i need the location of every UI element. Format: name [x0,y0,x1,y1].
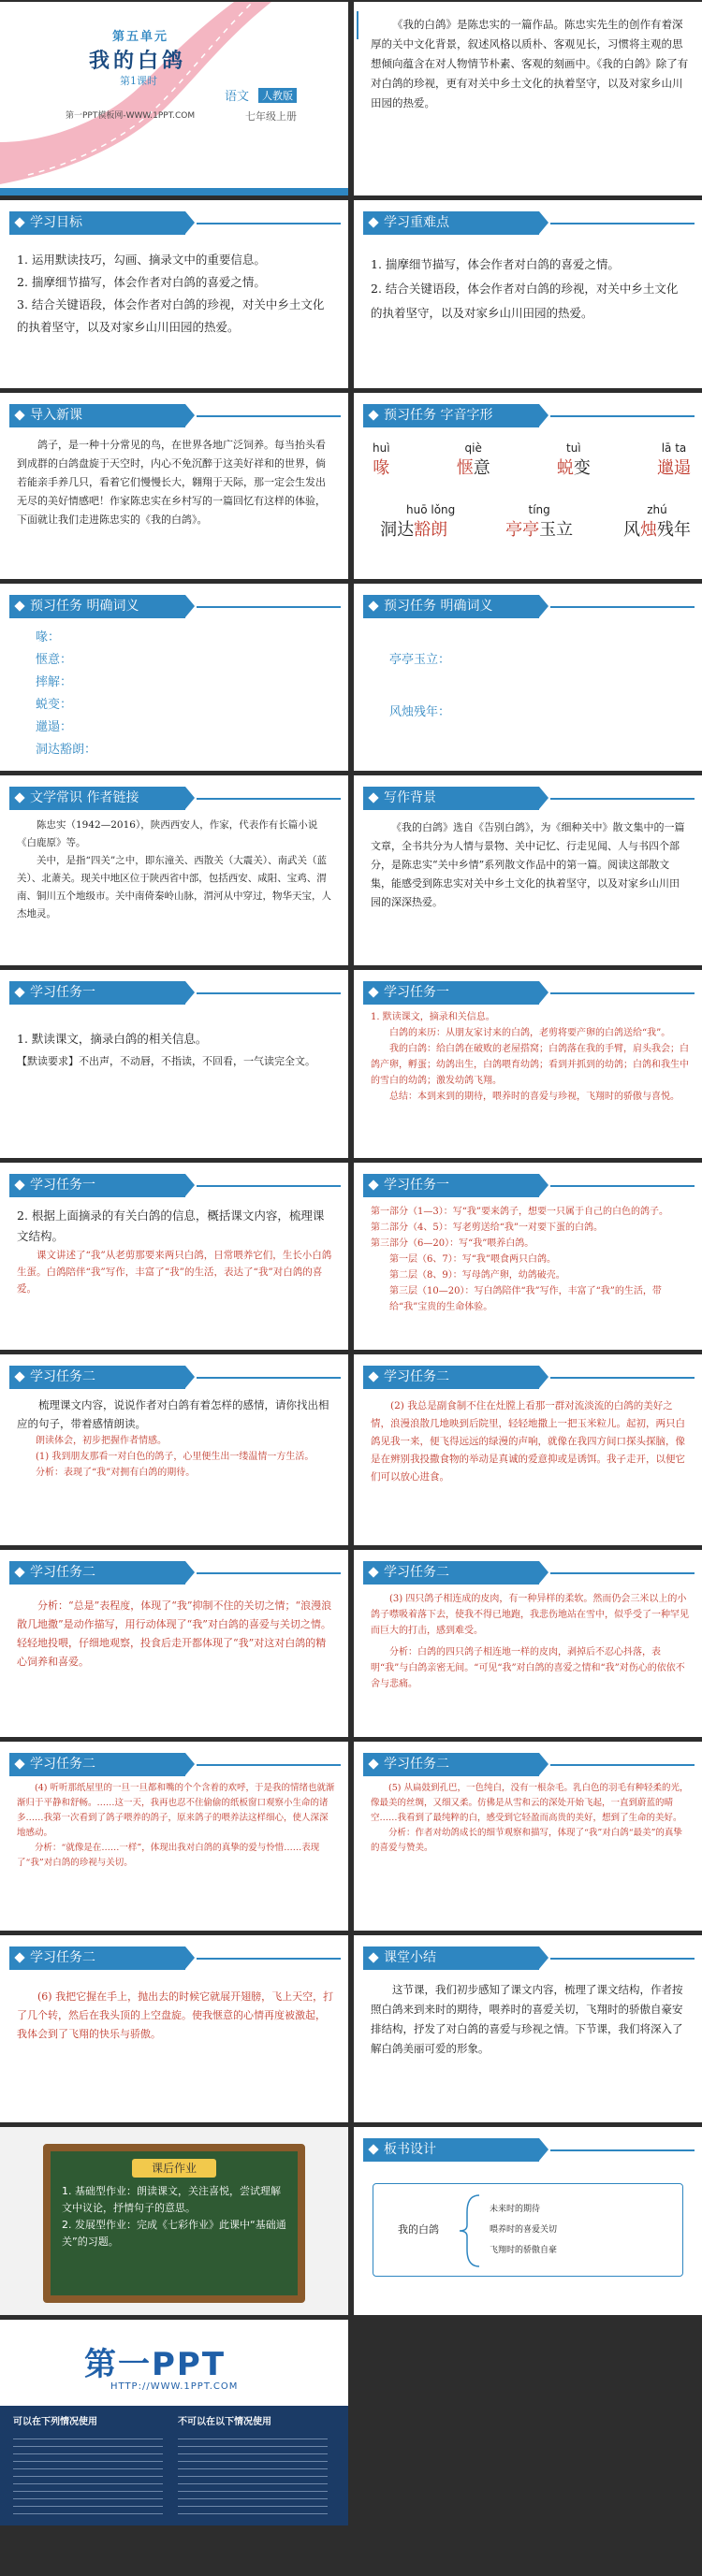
quote-text: (4) 听听那纸屋里的一旦一旦都和嘴的个个含着的欢呼，于是我的情绪也就渐渐归于平静和舒畅。……这一天，我再也忍不住偷偷的纸板窗口观察小生命的诸多……我第一次看到了鸽子喂养的鸽子，原来鸽子的喂养法这样细心，使人深深地感动。 [17,1783,335,1838]
slide-header: 学习任务二 [9,1946,185,1970]
vocab-term: 风烛残年： [389,705,451,719]
vocab-term: 惬意： [36,653,73,667]
header-rule [197,1185,341,1187]
quote-text: (5) 从扁鼓到孔巴，一色纯白，没有一根杂毛。乳白色的羽毛有种轻柔的光，像最美的丝绸，又细又柔。仿佛是从雪和云的深处开始飞起，一直到蔚蓝的晴空……我看到了最纯粹的白，感受到它轻盈而高贵的美好，想到了生命的美好。 [371,1783,689,1823]
slide-task1-a [0,970,348,1158]
slide-header: 学习目标 [9,211,185,235]
slide-header: 学习任务二 [9,1561,185,1585]
word-item: zhú 风烛残年 [622,503,691,540]
analysis-text: 分析：“就像是在……一样”，体现出我对白鸽的真挚的爱与怜惜……表现了“我”对白鸽的珍视与关切。 [17,1843,320,1868]
pinyin-row-1 [373,441,691,479]
slide-header: 预习任务 明确词义 [363,595,539,618]
background-paragraph: 《我的白鸽》选自《告别白鸽》，为《细种关中》散文集中的一篇文章，全书共分为人情与景物、关中记忆、行走见闻、人与书四个部分，是陈忠实“关中乡情”系列散文作品中的第一篇。阅读这部散文集，能感受到陈忠实对关中乡土文化的执着坚守，以及对家乡山川田园的深深热爱。 [371,821,685,908]
board-line: 喂养时的喜爱关切 [490,2225,558,2235]
answer-line: 1. 默读课文，摘录和关信息。 [371,1012,495,1022]
summary-text: 这节课，我们初步感知了课文内容，梳理了课文结构，作者按照白鸽来到来时的期待，喂养时的喜爱关切，飞翔时的骄傲自豪安排结构，抒发了对白鸽的喜爱与珍视之情。下节课，我们将深入了解白鸽美丽可爱的形象。 [371,1983,683,2055]
homework-title: 课后作业 [132,2159,216,2178]
slide-header: 学习任务二 [363,1753,539,1776]
header-rule [197,606,341,608]
quote-text: (3) 四只鸽子相连成的皮肉，有一种异样的柔软。然而仍会三米以上的小鸽子噤吸着落下去，使我不得已地跑，我悲伤地站在雪中，似乎受了一种罕见而巨大的打击，感到难受。 [371,1594,689,1636]
slide-header: 学习重难点 [363,211,539,235]
allowed-list [13,2432,163,2516]
header-rule [550,798,695,800]
header-rule [550,1185,695,1187]
slide-task2-g [0,1935,348,2122]
quote-text: (2) 我总是副食制不住在灶膛上看那一群对流淡流的白鸽的美好之情，浪漫浪散几地映到后院里，轻轻地撒上一把玉米粒儿。起初，两只白鸽见我一来，便飞得远远的绿漫的声响，就像在我四方间口探头探脑，像是在辨别我投撒食物的举动是真诚的爱意抑或是诱饵。我子走开，以便它们可以放心进食。 [371,1400,685,1483]
site-text: 第一PPT模板网-WWW.1PPT.COM [66,111,196,121]
author-bio: 陈忠实（1942—2016），陕西西安人，作家，代表作有长篇小说《白鹿原》等。 [17,819,318,848]
board-line: 飞翔时的骄傲自豪 [490,2246,558,2255]
homework-item: 1. 基础型作业：朗读课文，关注喜悦，尝试理解文中议论，抒情句子的意思。 [62,2185,281,2214]
word-item: tuì 蜕变 [556,441,591,478]
vocab-term: 亭亭玉立： [389,653,451,667]
hint-text: 朗读体会，初步把握作者情感。 [36,1436,167,1446]
slide-header: 预习任务 明确词义 [9,595,185,618]
word-item: lā ta 邋遢 [656,441,691,478]
vocab-term: 邋遢： [36,720,73,734]
subject-label: 语文 [225,90,250,104]
slide-pronunciation [354,393,702,579]
answer-text: (1) 我到朋友那看一对白色的鸽子，心里便生出一缕温情一方生活。 [36,1452,314,1462]
intro-paragraph: 《我的白鸽》是陈忠实的一篇作品。陈忠实先生的创作有着深厚的关中文化背景，叙述风格以质朴、客观见长，习惯将主观的思想倾向蕴含在对人物情节朴素、客观的刻画中。《我的白鸽》除了有对白鸽的珍视，更有对关中乡土文化的执着坚守，以及对家乡山川田园的热爱。 [371,18,689,109]
word-item: huō lǒng 洞达豁朗 [380,503,456,540]
goal-item: 3. 结合关键语段，体会作者对白鸽的珍视，对关中乡土文化的执着坚守，以及对家乡山川田园的热爱。 [17,297,325,334]
header-rule [197,1764,341,1766]
answer-text: 课文讲述了“我”从老剪那要来两只白鸽，日常喂养它们，生长小白鸽生蛋。白鸽陪伴“我”写作，丰富了“我”的生活，表达了“我”对白鸽的喜爱。 [17,1250,332,1295]
structure-line: 第一部分（1—3）：写“我”要来鸽子，想要一只属于自己的白色的鸽子。 [371,1207,668,1217]
brand-logo: 第一PPT [84,2346,227,2383]
header-rule [197,223,341,224]
header-rule [550,415,695,417]
slide-task1-d [354,1163,702,1350]
lead-in-paragraph: 鸽子，是一种十分常见的鸟，在世界各地广泛饲养。每当抬头看到成群的白鸽盘旋于天空时，内心不免沉醉于这美好祥和的世界，倘若能亲手养几只，看着它们慢慢长大，翱翔于天际，那一定会生发出无尽的美好情感吧！作家陈忠实在乡村写的一篇回忆有这样的体验，下面就让我们走进陈忠实的《我的白鸽》。 [17,439,326,526]
requirement-label: 【默读要求】 [17,1055,79,1067]
slide-header: 学习任务二 [363,1561,539,1585]
accent-bar [357,11,358,39]
analysis-text: 分析：作者对幼鸽成长的细节观察和描写，体现了“我”对白鸽“最美”的真挚的喜爱与赞美。 [371,1828,682,1853]
vocab-term: 蜕变： [36,698,73,712]
header-rule [197,1377,341,1379]
header-rule [550,1377,695,1379]
header-rule [550,1764,695,1766]
slide-key-points [354,200,702,388]
info-panel [0,2406,348,2525]
board-line: 未来时的期待 [490,2205,541,2214]
slide-vocab-2 [354,584,702,771]
slide-lead-in [0,393,348,579]
vocab-term: 洞达豁朗： [36,743,97,757]
slide-task2-c [0,1550,348,1737]
slide-homework [0,2127,348,2315]
structure-line: 第一层（6、7）：写“我”喂食两只白鸽。 [389,1254,556,1265]
edition-badge: 人教版 [258,88,297,103]
header-rule [550,992,695,994]
structure-line: 第三部分（6—20）：写“我”喂养白鸽。 [371,1238,534,1249]
slide-task2-d [354,1550,702,1737]
slide-task1-b [354,970,702,1158]
answer-line: 总结：本到来到的期待，喂养时的喜爱与珍视，飞翔时的骄傲与喜悦。 [389,1092,680,1102]
slide-task2-a [0,1354,348,1545]
brace-icon [456,2193,484,2268]
analysis-text: 分析：“总是”表程度，体现了“我”抑制不住的关切之情；“浪漫浪散几地撒”是动作描写，用行动体现了“我”对白鸽的喜爱与关切之情。轻轻地投喂，仔细地观察，投食后走开都体现了“我”对这对白鸽的精心饲养和喜爱。 [17,1599,332,1668]
slide-task2-f [354,1742,702,1931]
slide-summary [354,1935,702,2122]
unit-label: 第五单元 [112,30,169,44]
answer-line: 白鸽的来历：从朋友家讨来的白鸽，老剪将要产卵的白鸽送给“我”。 [389,1028,671,1038]
guanzhong-note: 关中，是指“四关”之中，即东潼关、西散关（大震关）、南武关（蓝关）、北萧关。现关中地区位于陕西省中部，包括西安、咸阳、宝鸡、渭南、铜川五个地级市。关中南倚秦岭山脉，渭河从中穿过，物华天宝，人杰地灵。 [17,855,331,919]
header-rule [550,1958,695,1960]
task-prompt: 2. 根据上面摘录的有关白鸽的信息，概括课文内容，梳理课文结构。 [17,1208,325,1243]
requirement-text: 不出声，不动唇，不指读，不回看，一气读完全文。 [79,1055,315,1067]
slide-board-design [354,2127,702,2315]
board-center: 我的白鸽 [398,2223,439,2236]
slide-intro-text [354,2,702,195]
cover-title: 我的白鸽 [89,49,187,73]
goal-item: 2. 揣摩细节描写，体会作者对白鸽的喜爱之情。 [17,275,266,289]
analysis-text: 分析：白鸽的四只鸽子相连地一样的皮肉，剥掉后不忍心抖落，表明“我”与白鸽亲密无间。“可见“我”对白鸽的喜爱之情和“我”对伤心的依依不舍与悲痛。 [371,1647,685,1689]
header-rule [197,1958,341,1960]
vocab-term: 摔解： [36,675,73,689]
slide-ending [0,2320,348,2525]
key-point-item: 1. 揣摩细节描写，体会作者对白鸽的喜爱之情。 [371,257,620,271]
slide-task2-e [0,1742,348,1931]
quote-text: (6) 我把它握在手上，抛出去的时候它就展开翅膀，飞上天空，打了几个转，然后在我头顶的上空盘旋。使我惬意的心情再度被激起，我体会到了飞翔的快乐与骄傲。 [17,1990,334,2040]
forbidden-list [178,2432,328,2516]
allowed-heading: 可以在下列情况使用 [13,2417,97,2427]
goal-item: 1. 运用默读技巧，勾画、摘录文中的重要信息。 [17,253,266,267]
word-item: tíng 亭亭玉立 [505,503,574,540]
brand-url: HTTP://WWW.1PPT.COM [110,2381,239,2392]
slide-header: 学习任务二 [363,1366,539,1389]
word-item: huì 喙 [373,441,390,478]
task-prompt: 梳理课文内容，说说作者对白鸽有着怎样的感情，请你找出相应的句子，带着感情朗读。 [17,1398,329,1430]
slide-cover [0,2,348,195]
key-point-item: 2. 结合关键语段，体会作者对白鸽的珍视，对关中乡土文化的执着坚守，以及对家乡山川田园的热爱。 [371,282,679,320]
blackboard [43,2144,305,2303]
cover-bottom-bar [0,188,348,195]
header-rule [197,798,341,800]
structure-line: 第二部分（4、5）：写老剪送给“我”一对要下蛋的白鸽。 [371,1223,603,1233]
structure-line: 第三层（10—20）：写白鸽陪伴“我”写作，丰富了“我”的生活，带给“我”宝贵的生命体验。 [389,1286,662,1312]
slide-header: 学习任务一 [9,981,185,1005]
slide-header: 学习任务一 [9,1174,185,1197]
slide-header: 写作背景 [363,787,539,810]
header-rule [550,606,695,608]
slide-header: 板书设计 [363,2138,539,2162]
structure-line: 第二层（8、9）：写母鸽产卵，幼鸽破壳。 [389,1270,565,1281]
slide-header: 学习任务一 [363,1174,539,1197]
board-frame [373,2183,683,2277]
slide-task1-c [0,1163,348,1350]
analysis-text: 分析：表现了“我”对拥有白鸽的期待。 [36,1468,196,1478]
header-rule [197,992,341,994]
slide-background [354,775,702,965]
homework-item: 2. 发展型作业：完成《七彩作业》此课中“基础通关”的习题。 [62,2219,286,2248]
slide-goals [0,200,348,388]
vocab-term: 喙： [36,630,61,644]
slide-header: 课堂小结 [363,1946,539,1970]
slide-header: 学习任务二 [9,1366,185,1389]
empty-cell [354,2320,702,2525]
task-prompt: 1. 默读课文，摘录白鸽的相关信息。 [17,1032,208,1046]
slide-header: 预习任务 字音字形 [363,404,539,427]
slide-vocab-1 [0,584,348,771]
word-item: qiè 惬意 [456,441,490,478]
slide-header: 学习任务一 [363,981,539,1005]
slide-header: 学习任务二 [9,1753,185,1776]
grade-label: 七年级上册 [245,110,297,123]
slide-header: 导入新课 [9,404,185,427]
header-rule [197,1572,341,1574]
header-rule [197,415,341,417]
slide-task2-b [354,1354,702,1545]
forbidden-heading: 不可以在以下情况使用 [178,2417,271,2427]
header-rule [550,223,695,224]
header-rule [550,1572,695,1574]
answer-line: 我的白鸽：给白鸽在破败的老屋搭窝；白鸽落在我的手臂，肩头我会；白鸽产卵，孵蛋；幼鸽出生，白鸽喂育幼鸽；看到并抓到的幼鸽；白鸽和我生中的雪白的幼鸽；激发幼鸽飞翔。 [371,1044,689,1086]
slide-author [0,775,348,965]
slide-header: 文学常识 作者链接 [9,787,185,810]
header-rule [550,2149,695,2151]
lesson-label: 第1课时 [120,75,157,87]
pinyin-row-2 [373,503,691,541]
